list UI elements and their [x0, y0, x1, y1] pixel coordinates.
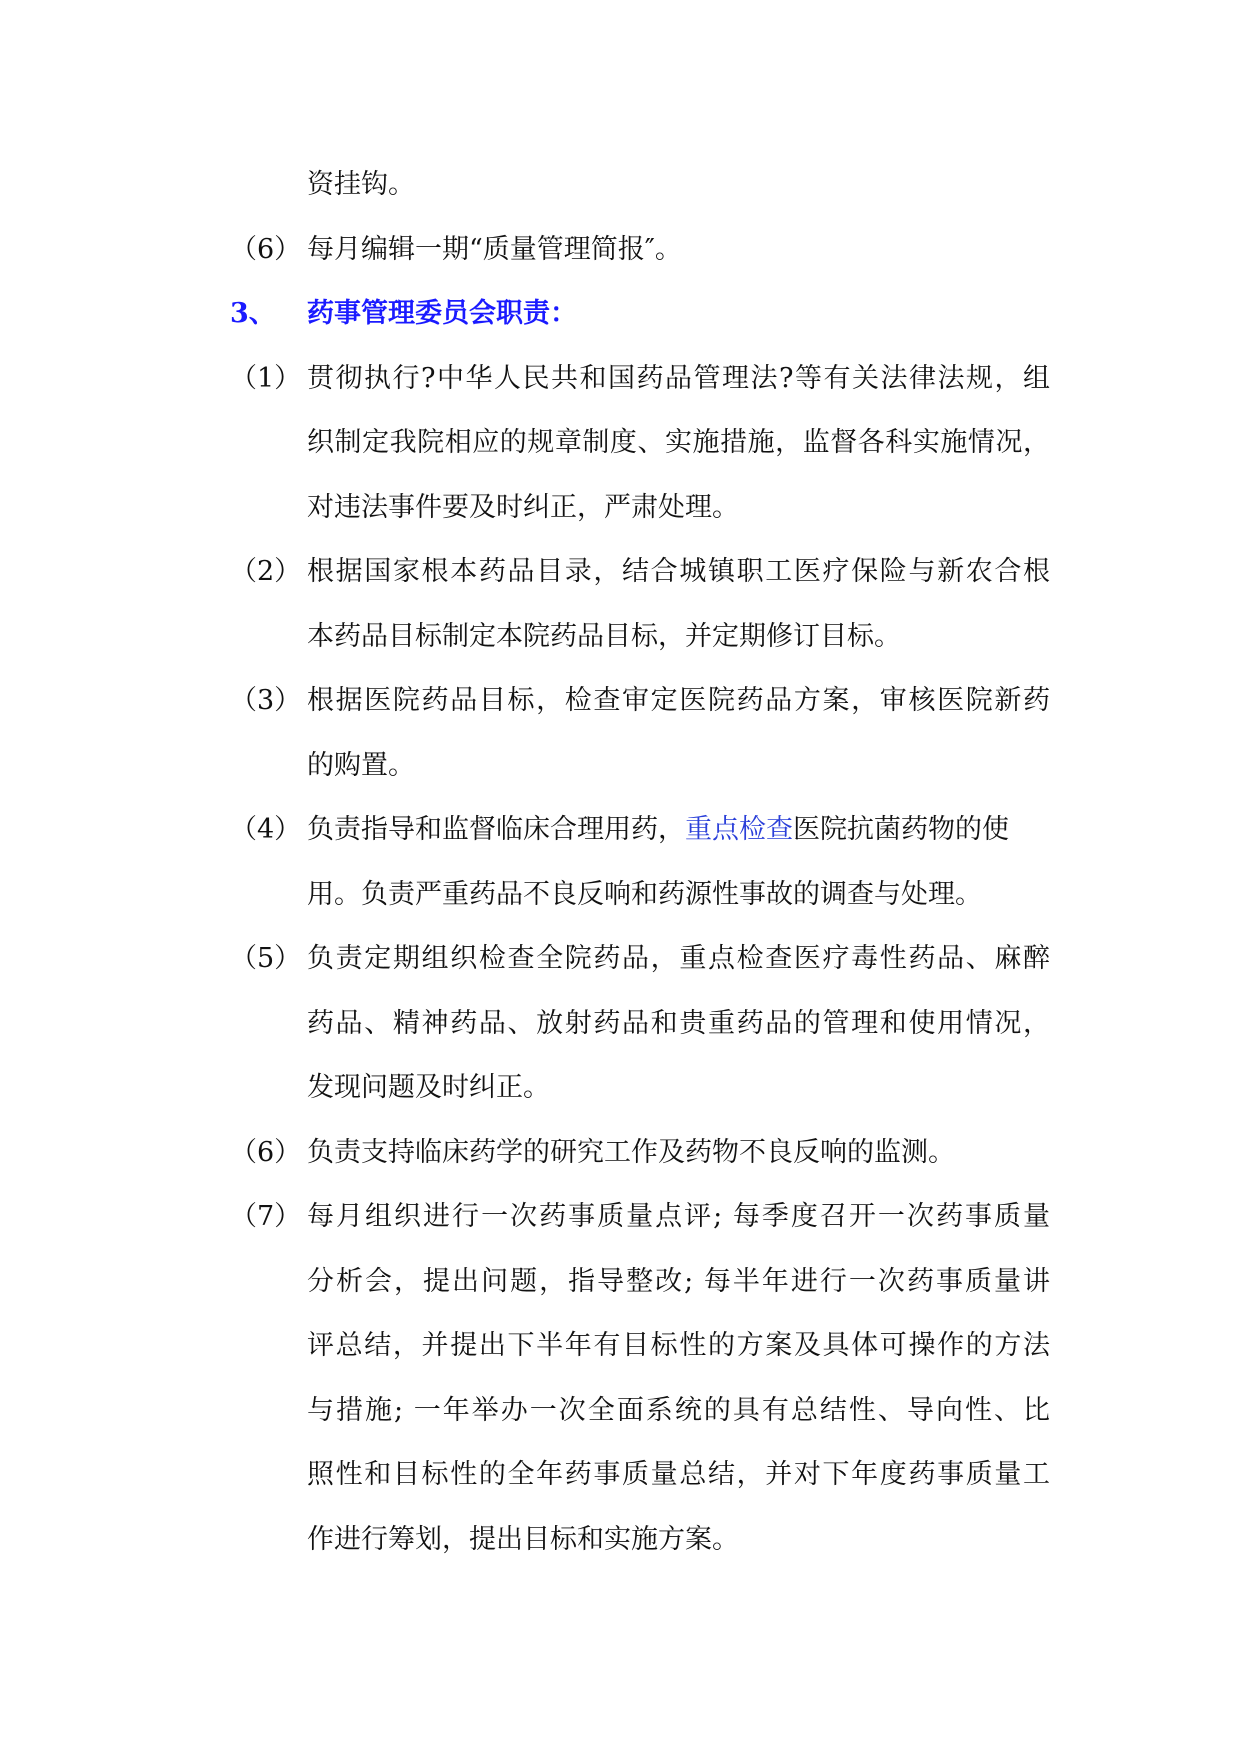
item-text: 负责指导和监督临床合理用药，: [307, 814, 685, 845]
text-line: [230, 734, 1050, 799]
item-text: 负责定期组织检查全院药品，重点检查医疗毒性药品、麻醉: [307, 943, 1050, 974]
line-text: 用。负责严重药品不良反响和药源性事故的调查与处理。: [307, 878, 982, 910]
item-number: （7）: [230, 1201, 302, 1232]
item-number: （1）: [230, 362, 302, 394]
text-line: [230, 476, 1050, 541]
item-text-continued: 医院抗菌药物的使: [793, 814, 1009, 845]
line-text: 发现问题及时纠正。: [307, 1072, 550, 1103]
line-text: 评总结，并提出下半年有目标性的方案及具体可操作的方法: [307, 1330, 1050, 1361]
item-number: （6）: [230, 233, 302, 265]
line-text: 与措施; 一年举办一次全面系统的具有总结性、导向性、比: [307, 1394, 1050, 1426]
list-item: [230, 1121, 1050, 1186]
text-line: [230, 411, 1050, 476]
list-item: [230, 347, 1050, 412]
item-number: （3）: [230, 685, 302, 716]
line-text: 作进行筹划，提出目标和实施方案。: [307, 1523, 739, 1555]
item-number: （5）: [230, 943, 302, 974]
text-line: [230, 992, 1050, 1057]
line-text: 对违法事件要及时纠正，严肃处理。: [307, 491, 739, 523]
item-text: 根据医院药品目标，检查审定医院药品方案，审核医院新药: [307, 685, 1050, 716]
text-line: [230, 1250, 1050, 1315]
item-text: 每月编辑一期“质量管理简报″。: [307, 233, 682, 265]
line-text: 资挂钩。: [307, 169, 415, 200]
item-text: 负责支持临床药学的研究工作及药物不良反响的监测。: [307, 1136, 955, 1168]
item-number: （2）: [230, 556, 302, 587]
item-number: （4）: [230, 814, 302, 845]
line-text: 织制定我院相应的规章制度、实施措施，监督各科实施情况，: [307, 427, 1050, 458]
section-heading: [230, 282, 1050, 347]
line-text: 分析会，提出问题，指导整改; 每半年进行一次药事质量讲: [307, 1265, 1050, 1297]
item-number: （6）: [230, 1136, 302, 1168]
list-item: [230, 218, 1050, 283]
text-line: [230, 1314, 1050, 1379]
document-body: [230, 153, 1050, 1572]
line-text: 的购置。: [307, 749, 415, 781]
section-title: 药事管理委员会职责：: [307, 298, 577, 329]
text-line: [230, 1056, 1050, 1121]
text-line: [230, 1443, 1050, 1508]
item-text: 贯彻执行?中华人民共和国药品管理法?等有关法律法规，组: [307, 362, 1050, 394]
list-item: [230, 669, 1050, 734]
list-item: [230, 540, 1050, 605]
text-line: [230, 1379, 1050, 1444]
highlight-link[interactable]: 重点检查: [685, 814, 793, 845]
text-line: [230, 1508, 1050, 1573]
line-text: 药品、精神药品、放射药品和贵重药品的管理和使用情况，: [307, 1007, 1050, 1039]
item-text: 根据国家根本药品目录，结合城镇职工医疗保险与新农合根: [307, 556, 1050, 587]
list-item: [230, 1185, 1050, 1250]
text-line: [230, 863, 1050, 928]
item-text: 每月组织进行一次药事质量点评; 每季度召开一次药事质量: [307, 1201, 1050, 1232]
line-text: 本药品目标制定本院药品目标，并定期修订目标。: [307, 620, 901, 652]
text-line: [230, 605, 1050, 670]
list-item: [230, 927, 1050, 992]
section-number: 3、: [230, 298, 276, 329]
list-item: [230, 798, 1050, 863]
line-text: 照性和目标性的全年药事质量总结，并对下年度药事质量工: [307, 1459, 1050, 1490]
text-line: [230, 153, 1050, 218]
